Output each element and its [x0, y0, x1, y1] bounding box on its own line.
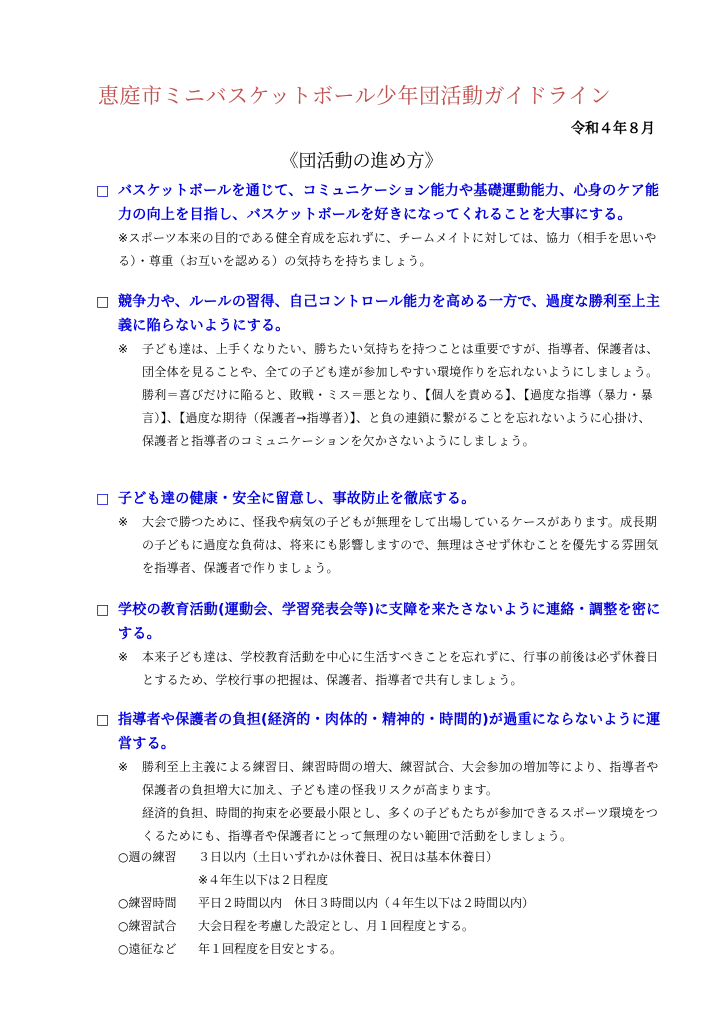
practice-schedule	[118, 846, 678, 961]
guideline-note: 経済的負担、時間的拘束を必要最小限とし、多くの子どもたちが参加できるスポーツ環境をつくるためにも、指導者や保護者にとって無理のない範囲で活動をしましょう。	[142, 806, 659, 843]
guideline-heading: □ 競争力や、ルールの習得、自己コントロール能力を高める一方で、過度な勝利至上主義に陥らないようにする。	[96, 290, 661, 338]
document-date: 令和４年８月	[571, 121, 655, 137]
reference-mark-icon: ※	[118, 342, 129, 356]
schedule-label: ○週の練習	[118, 850, 177, 864]
reference-mark-icon: ※	[118, 760, 129, 774]
guideline-note: ※ 勝利至上主義による練習日、練習時間の増大、練習試合、大会参加の増加等により、指導者や保護者の負担増大に加え、子ども達の怪我リスクが高まります。	[96, 756, 661, 802]
document-title: 恵庭市ミニバスケットボール少年団活動ガイドライン	[98, 84, 612, 108]
schedule-row	[118, 915, 678, 938]
checkbox-icon: □	[96, 712, 110, 728]
guideline-heading: □ 指導者や保護者の負担(経済的・肉体的・精神的・時間的)が過重にならないように運営する。	[96, 708, 661, 756]
checkbox-icon: □	[96, 183, 110, 199]
guideline-note: ※ 子ども達は、上手くなりたい、勝ちたい気持ちを持つことは重要ですが、指導者、保護者は、団全体を見ることや、全ての子ども達が参加しやすい環境作りを忘れないようにしましょう。	[96, 338, 661, 384]
schedule-label: ○遠征など	[118, 942, 177, 956]
reference-mark-icon: ※	[118, 515, 129, 529]
guideline-note: ※ 大会で勝つために、怪我や病気の子どもが無理をして出場しているケースがあります。成長期の子どもに過度な負荷は、将来にも影響しますので、無理はさせず休むことを優先する雰囲気を指導者、保護者で作りましょう。	[96, 511, 661, 580]
guideline-note: ※スポーツ本来の目的である健全育成を忘れずに、チームメイトに対しては、協力（相手を思いやる）・尊重（お互いを認める）の気持ちを持ちましょう。	[118, 231, 657, 268]
schedule-value: 大会日程を考慮した設定とし、月１回程度とする。	[198, 919, 475, 933]
schedule-subnote: ※４年生以下は２日程度	[198, 873, 329, 887]
checkbox-icon: □	[96, 602, 110, 618]
schedule-row	[118, 846, 678, 869]
schedule-row	[118, 938, 678, 961]
guideline-note: 勝利＝喜びだけに陥ると、敗戦・ミス＝悪となり、【個人を責める】、【過度な指導（暴力・暴言）】、【過度な期待（保護者→指導者）】、と負の連鎖に繋がることを忘れないように心掛け、保護者と指導者のコミュニケーションを欠かさないようにしましょう。	[142, 388, 653, 448]
guideline-heading: □ 学校の教育活動(運動会、学習発表会等)に支障を来たさないように連絡・調整を密にする。	[96, 598, 661, 646]
guideline-section-4	[96, 598, 661, 692]
guideline-note: ※ 本来子ども達は、学校教育活動を中心に生活すべきことを忘れずに、行事の前後は必ず休養日とするため、学校行事の把握は、保護者、指導者で共有しましょう。	[96, 646, 661, 692]
section-subtitle: 《団活動の進め方》	[280, 151, 443, 172]
guideline-section-1	[96, 179, 661, 273]
schedule-label: ○練習試合	[118, 919, 177, 933]
checkbox-icon: □	[96, 294, 110, 310]
checkbox-icon: □	[96, 491, 110, 507]
guideline-section-5	[96, 708, 661, 848]
guideline-heading: □ 子ども達の健康・安全に留意し、事故防止を徹底する。	[96, 487, 661, 511]
guideline-section-2	[96, 290, 661, 453]
schedule-label: ○練習時間	[118, 896, 177, 910]
guideline-section-3	[96, 487, 661, 580]
reference-mark-icon: ※	[118, 650, 129, 664]
schedule-value: ３日以内（土日いずれかは休養日、祝日は基本休養日）	[198, 850, 499, 864]
schedule-value: 年１回程度を目安とする。	[198, 942, 343, 956]
guideline-heading: □ バスケットボールを通じて、コミュニケーション能力や基礎運動能力、心身のケア能力の向上を目指し、バスケットボールを好きになってくれることを大事にする。	[96, 179, 661, 227]
schedule-row	[118, 892, 678, 915]
schedule-value: 平日２時間以内 休日３時間以内（４年生以下は２時間以内）	[198, 896, 535, 910]
